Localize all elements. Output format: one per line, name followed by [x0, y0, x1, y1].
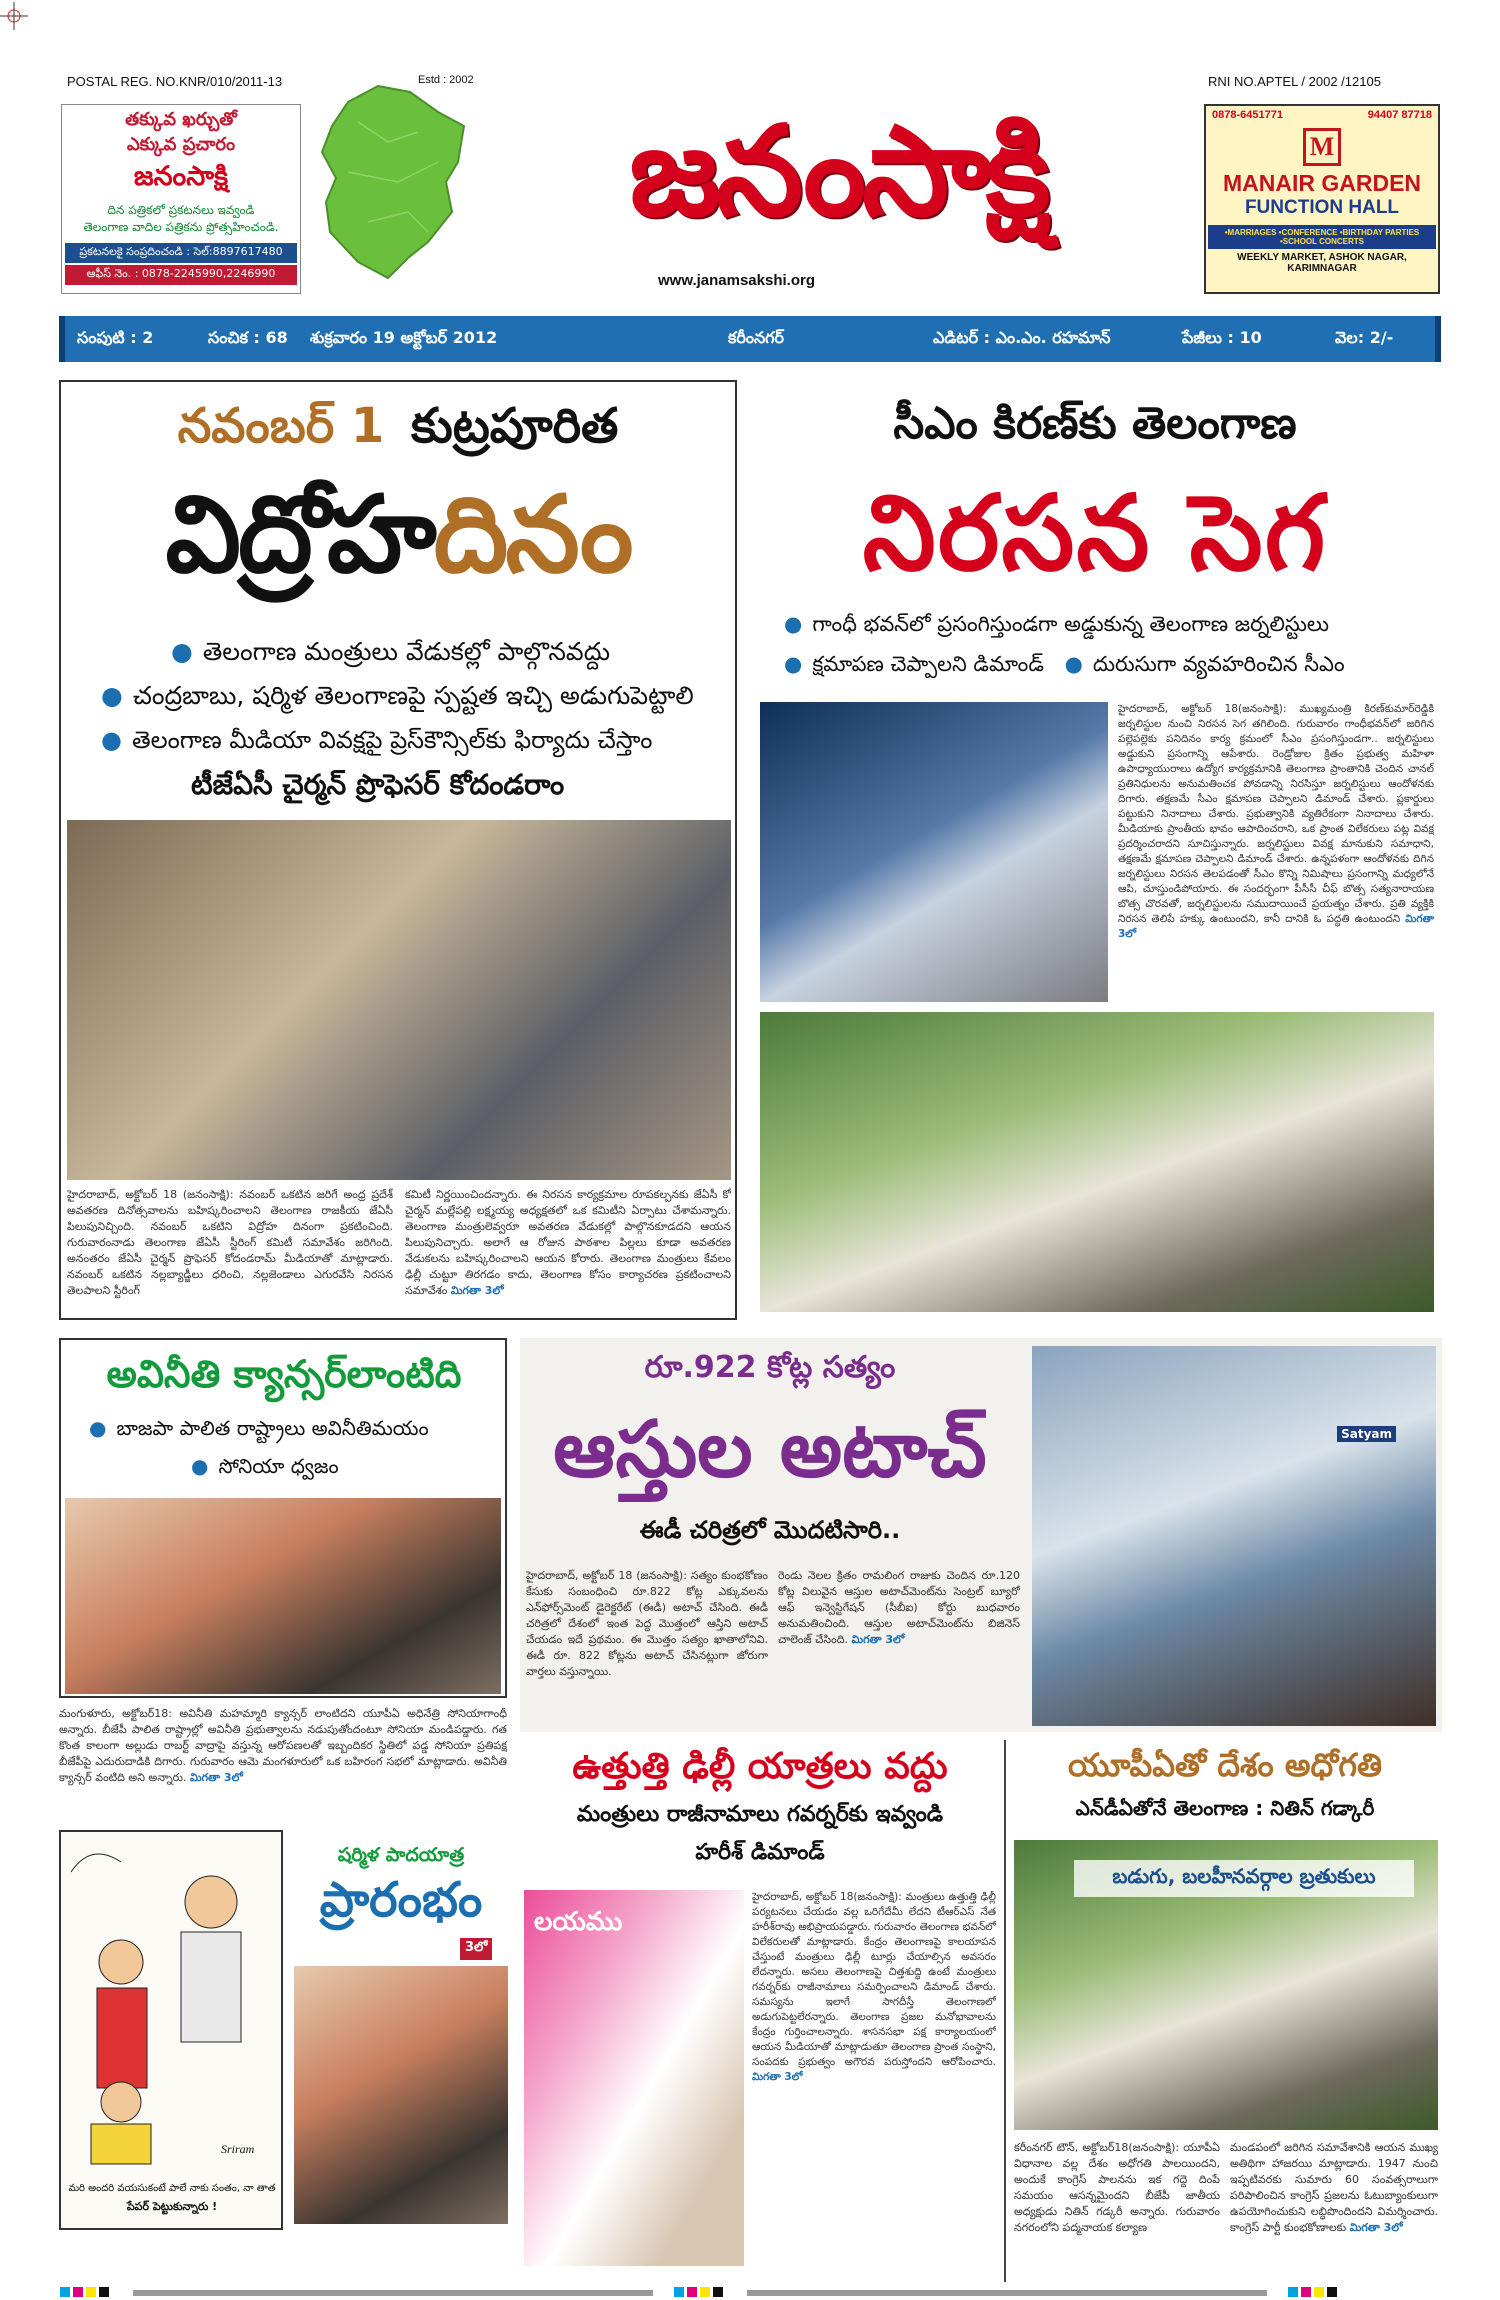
- ad-brand: జనంసాక్షి: [133, 161, 229, 192]
- ad-phone-1: 0878-6451771: [1212, 109, 1283, 121]
- story1-more-link[interactable]: మిగతా 3లో: [450, 1284, 504, 1297]
- bullet-dot-icon: ●: [89, 1416, 107, 1440]
- story-gadkari: [1004, 1740, 1442, 2282]
- cartoon-caption-1: మరి అందరి వయసుకంటే పాలే నాకు సంతం, నా తాత: [68, 2183, 276, 2194]
- telangana-map-icon: [318, 82, 470, 282]
- masthead-right-ad: [1204, 104, 1440, 294]
- story-sharmila: [290, 1830, 512, 2230]
- bullet-dot-icon: ●: [191, 1454, 209, 1478]
- ad-line-3: దిన పత్రికలో ప్రకటనలు ఇవ్వండి: [107, 203, 255, 217]
- story5-photo: [524, 1890, 744, 2266]
- story7-badge: 3లో: [460, 1938, 492, 1960]
- story1-attribution: టీజేఏసీ చైర్మన్ ప్రొఫెసర్ కోదండరాం: [191, 768, 565, 801]
- dateline-editor: ఎడిటర్ : ఎం.ఎం. రహమాన్: [933, 328, 1111, 347]
- story1-headline: [61, 470, 735, 600]
- story2-photo-1: [760, 702, 1108, 1002]
- bullet-dot-icon: ●: [784, 652, 803, 676]
- story5-headline: ఉత్తుత్తి ఢిల్లీ యాత్రలు వద్దు: [572, 1746, 948, 1787]
- story4-col-1: హైదరాబాద్, అక్టోబర్ 18 (జనంసాక్షి): సత్యం కుంభకోణం కేసుకు సంబంధించి రూ.822 కోట్ల ఎక్కువలను ఎన్‌ఫోర్స్‌మెంట్ డైరెక్టరేట్ (ఈడీ) అటాచ్ చేసింది. ఈడీ చరిత్రలో దేశంలో ఇంత పెద్ద మొత్తంలో ఆస్తిని అటాచ్ చేయడం ఇదే ప్రథమం. ఈ మొత్తం సత్యం ఖాతాలోనివి. ఈడీ రూ. 822 కోట్లను అటాచ్ చేసినట్లుగా జోరుగా వార్తలు వస్తున్నాయి.: [526, 1569, 768, 1678]
- story3-more-link[interactable]: మిగతా 3లో: [190, 1771, 243, 1784]
- story1-headline-b: దినం: [433, 473, 631, 596]
- story6-col-1: కరీంనగర్ టౌన్, అక్టోబర్18(జనంసాక్షి): యూపీఏ విధానాల వల్ల దేశం అధోగతి పాలయిందని, అందుకే కాంగ్రెస్ పాలనను ఇక గద్దె దింపే సమయం ఆసన్నమైందని బీజేపీ జాతీయ అధ్యక్షుడు నితిన్ గడ్కరీ అన్నారు. గురువారం నగరంలోని పద్మనాయక కల్యాణ: [1014, 2141, 1220, 2234]
- ad-line-4: తెలంగాణ వాదిల పత్రికను ప్రోత్సహించండి.: [83, 220, 279, 234]
- story4-headline: ఆస్తుల అటాచ్: [553, 1405, 987, 1495]
- story3-bullet-2: ● సోనియా ధ్వజం: [191, 1454, 339, 1478]
- story6-col-2: మండపంలో జరిగిన సమావేశానికి ఆయన ముఖ్య అతిథిగా హాజరయి మాట్లాడారు. 1947 నుంచి ఇప్పటివరకు సుమారు 60 సంవత్సరాలుగా పరిపాలించిన కాంగ్రెస్ ప్రజలను ఓటుబ్యాంకులుగా ఉపయోగించుకుని లబ్ధిపొందిందని విమర్శించారు. కాంగ్రెస్ పార్టీ కుంభకోణాలకు మిగతా 3లో: [1230, 2141, 1438, 2234]
- dateline-pages: పేజీలు : 10: [1182, 328, 1262, 347]
- rni-number: RNI NO.APTEL / 2002 /12105: [1208, 74, 1381, 89]
- cartoon: [59, 1830, 283, 2230]
- story6-photo: [1014, 1840, 1438, 2130]
- story2-kicker: సీఎం కిరణ్‌కు తెలంగాణ: [893, 398, 1297, 449]
- cartoon-caption-2: పేపర్ పెట్టుకున్నారు !: [126, 2200, 218, 2213]
- story4-sub: ఈడీ చరిత్రలో మొదటిసారి..: [639, 1516, 901, 1544]
- ad-office: ఆఫీస్ నెం. : 0878-2245990,2246990: [65, 265, 297, 285]
- ad-contact: ప్రకటనలకై సంప్రదించండి : సెల్:8897617480: [65, 243, 297, 263]
- story6-more-link[interactable]: మిగతా 3లో: [1349, 2221, 1403, 2234]
- story2-more-link[interactable]: మిగతా 3లో: [1118, 913, 1434, 940]
- story5-more-link[interactable]: మిగతా 3లో: [752, 2071, 803, 2083]
- story1-bullet-1: ● తెలంగాణ మంత్రులు వేడుకల్లో పాల్గొనవద్దు: [171, 637, 610, 666]
- story7-photo: [294, 1966, 508, 2224]
- story3-bullet-1: ● బాజపా పాలిత రాష్ట్రాలు అవినీతిమయం: [89, 1416, 429, 1440]
- ad-m-logo-icon: M: [1303, 128, 1341, 166]
- story4-kicker: రూ.922 కోట్ల సత్యం: [644, 1350, 896, 1385]
- bullet-dot-icon: ●: [1064, 652, 1083, 676]
- story2-body: హైదరాబాద్, అక్టోబర్ 18(జనంసాక్షి): ముఖ్యమంత్రి కిరణ్‌కుమార్‌రెడ్డికి జర్నలిస్టుల నుంచి నిరసన సెగ తగిలింది. గురువారం గాంధీభవన్‌లో జరిగిన పల్లెపల్లెకు పనిదినం కార్య క్రమంలో సీఎం ప్రసంగిస్తుండగా.. జర్నలిస్టులు అడ్డుకుని ప్రసంగాన్ని ఆపేశారు. రెండ్రోజుల క్రితం ప్రభుత్వ మహిళా ఉపాధ్యాయురాలు ఉద్యోగ కార్యక్రమానికి తెలంగాణ ప్రాంతానికి చెందిన చానల్‌ ప్రతినిధులను అనుమతించక పోవడాన్ని నిరసిస్తూ జర్నలిస్టులు ఆందోళనకు దిగారు. తక్షణమే సీఎం క్షమాపణ చెప్పాలని డిమాండ్ చేశారు. ప్లకార్డులు పట్టుకుని నినాదాలు చేశారు. ప్రభుత్వానికి వ్యతిరేకంగా నినాదాలు చేశారు. మీడియాకు ప్రాంతీయ భావం ఆపాదించరాని, ఒక ప్రాంత విలేకరులు పట్ల వివక్ష ప్రదర్శించరాదని సూచిస్తున్నారు. జర్నలిస్టులు వివక్ష మానుకుని సమాధాని, తక్షణమే క్షమాపణ చెప్పాలని డిమాండ్ చేశారు. ఉన్నపళంగా ఆందోళనకు దిగిన జర్నలిస్టులు నిరసన తెలపడంతో సీఎం కొన్ని నిమిషాలు ప్రసంగాన్ని మధ్యలోనే ఆపి, చూస్తుండిపోయారు. ఈ సందర్భంగా పీసీసీ చీఫ్ బొత్స సత్యనారాయణ బొత్స చొరవతో, జర్నలిస్టులను సముదాయించే ప్రయత్నం చేశారు. ప్రతి వ్యక్తికి నిరసన తెలిపే హక్కు ఉంటుందని, కానీ దానికి ఓ పద్ధతి ఉంటుందని మిగతా 3లో: [1118, 703, 1434, 940]
- story3-headline: అవినీతి క్యాన్సర్‌లాంటిది: [106, 1352, 462, 1396]
- story4-more-link[interactable]: మిగతా 3లో: [851, 1633, 905, 1646]
- dateline-bar: [59, 316, 1441, 362]
- ad-name: MANAIR GARDEN: [1222, 170, 1422, 196]
- bullet-dot-icon: ●: [101, 681, 123, 710]
- story1-col-1: హైదరాబాద్, అక్టోబర్ 18 (జనంసాక్షి): నవంబర్ ఒకటిన జరిగే అంధ్ర ప్రదేశ్ అవతరణ దినోత్సవాలను బహిష్కరించాలని తెలంగాణ రాజకీయ జేఏసీ పిలుపునిచ్చింది. నవంబర్ ఒకటిని విద్రోహ దినంగా ప్రకటించింది. గురువారంనాడు తెలంగాణ జేఏసీ స్టీరింగ్ కమిటీ సమావేశం జరిగింది. అనంతరం జేఏసీ చైర్మన్ ప్రొఫెసర్ కోదండరామ్ మీడియాతో మాట్లాడారు. నవంబర్ ఒకటిన నల్లబ్యాడ్జీలు ధరించి, నల్లజెండాలు ఎగురవేసి నిరసన తెలపాలని స్టీరింగ్: [67, 1188, 393, 1297]
- masthead-left-ad: [61, 104, 301, 294]
- story1-kicker-b: కుట్రపూరిత: [411, 398, 619, 454]
- story-vidroha-dinam: [59, 380, 737, 1320]
- story1-kicker: [61, 398, 735, 466]
- story4-col-2: రెండు నెలల క్రితం రామలింగ రాజుకు చెందిన రూ.120 కోట్ల విలువైన ఆస్తుల అటాచ్‌మెంట్‌ను సెంట్రల్ బ్యూరో ఆఫ్ ఇన్వెస్టిగేషన్ (సీబీఐ) కోర్టు బుధవారం అనుమతించింది. ఆస్తుల అటాచ్‌మెంట్‌ను బిజినెస్ చాలెంజ్ చేసింది. మిగతా 3లో: [778, 1569, 1020, 1646]
- story2-bullet-2: ● క్షమాపణ చెప్పాలని డిమాండ్ ● దురుసుగా వ్యవహరించిన సీఎం: [784, 652, 1345, 676]
- ad-services: •MARRIAGES •CONFERENCE •BIRTHDAY PARTIES •SCHOOL CONCERTS: [1208, 225, 1436, 249]
- ad-phone-2: 94407 87718: [1367, 109, 1432, 121]
- story5-body: హైదరాబాద్, అక్టోబర్ 18(జనంసాక్షి): మంత్రులు ఉత్తుత్తి ఢిల్లీ పర్యటనలు చేయడం వల్ల ఒరిగేదేమీ లేదని టీఆర్‌ఎస్ నేత హరీశ్‌రావు అభిప్రాయపడ్డారు. గురువారం తెలంగాణ భవన్‌లో విలేకరులతో మాట్లాడారు. కేంద్రం తెలంగాణపై కాలయాపన చేస్తుంటే మంత్రులు ఢిల్లీ టూర్లు చేయాల్సిన అవసరం లేదన్నారు. అసలు తెలంగాణపై చిత్తశుద్ధి ఉంటే మంత్రులు గవర్నర్‌కు రాజీనామాలు సమర్పించాలని డిమాండ్ చేశారు. సమస్యను ఇలాగే సాగదీస్తే తెలంగాణలో అడుగుపెట్టలేరన్నారు. తెలంగాణ ప్రజల మనోభావాలను కేంద్రం గుర్తించాలన్నారు. శాసనసభా పక్ష కార్యాలయంలో ఆయన మీడియాతో మాట్లాడుతూ తెలంగాణ ప్రాంత సంస్థాని, సంపదకు ప్రభుత్వం అగౌరవ పరుస్తోందని ఆరోపించారు. మిగతా 3లో: [752, 1891, 996, 2083]
- story6-sub: ఎన్‌డీఏతోనే తెలంగాణ : నితిన్ గడ్కారీ: [1075, 1796, 1375, 1820]
- story1-col-2: కమిటీ నిర్ణయించిందన్నారు. ఈ నిరసన కార్యక్రమాల రూపకల్పనకు జేఏసీ కో చైర్మన్ మల్లేపల్లి లక్ష్మయ్య అధ్యక్షతలో ఒక కమిటీని ఏర్పాటు చేశామన్నారు. తెలంగాణ మంత్రులెవ్వరూ అవతరణ వేడుకల్లో పాల్గొనకూడదని ఆయన పిలుపునిచ్చారు. అలాగే ఆ రోజున పాఠశాల పిల్లలు కూడా అవతరణ వేడుకలను బహిష్కరించాలని ఆయన కోరారు. తెలంగాణ మంత్రులు కేవలం ఢిల్లీ చుట్టూ తిరగడం కాదు, తెలంగాణ కోసం కార్యాచరణ ప్రకటించాలని సమావేశం మిగతా 3లో: [405, 1188, 731, 1297]
- ad-line-1: తక్కువ ఖర్చుతో: [125, 109, 237, 130]
- dateline-issue: సంచిక : 68: [208, 328, 288, 347]
- story3-body: మంగుళూరు, అక్టోబర్18: అవినీతి మహమ్మారి క్యాన్సర్ లాంటిదని యూపీఏ అధినేత్రి సోనియాగాంధీ అన్నారు. బీజేపీ పాలిత రాష్ట్రాల్లో అవినీతి ప్రభుత్వాలను నడుపుతోందంటూ సోనియా మండిపడ్డారు. గత కొంత కాలంగా అల్లుడు రాబర్ట్ వాద్రాపై వస్తున్న ఆరోపణలతో ఇబ్బందికర స్థితిలో పడ్డ సోనియా ప్రతిపక్ష బీజేపీపై ఎదురుదాడికి దిగారు. గురువారం ఆమె మంగళూరులో ఒక బహిరంగ సభలో మాట్లాడారు. అవినీతి క్యాన్సర్ వంటిది అని అన్నారు. మిగతా 3లో: [59, 1707, 507, 1784]
- story-satyam: [520, 1338, 1442, 1732]
- website-url[interactable]: www.janamsakshi.org: [658, 272, 815, 289]
- story-avineeti: [59, 1338, 507, 1698]
- story2-headline: నిరసన సెగ: [862, 472, 1328, 594]
- story4-photo-label: Satyam: [1337, 1426, 1396, 1442]
- dateline-volume: సంపుటి : 2: [77, 328, 154, 347]
- dateline-date: శుక్రవారం 19 అక్టోబర్ 2012: [310, 328, 498, 347]
- story6-banner: బడుగు, బలహీనవర్గాల బ్రతుకులు: [1074, 1860, 1414, 1897]
- newspaper-logo: జనంసాక్షి: [629, 100, 1047, 244]
- story7-kicker: షర్మిళ పాదయాత్ర: [337, 1844, 465, 1866]
- story5-photo-label: లయము: [534, 1907, 623, 1937]
- story6-headline: యూపీఏతో దేశం అధోగతి: [1067, 1746, 1383, 1784]
- bullet-dot-icon: ●: [101, 726, 122, 754]
- dateline-city: కరీంనగర్: [728, 328, 785, 347]
- cartoon-drawing-icon: [61, 1832, 281, 2172]
- print-marks-bar: [60, 2282, 1440, 2292]
- bullet-dot-icon: ●: [171, 637, 193, 666]
- postal-reg: POSTAL REG. NO.KNR/010/2011-13: [67, 74, 283, 89]
- ad-address: WEEKLY MARKET, ASHOK NAGAR, KARIMNAGAR: [1237, 252, 1407, 274]
- ad-line-2: ఎక్కువ ప్రచారం: [126, 134, 236, 155]
- registration-mark-icon: [0, 2, 28, 30]
- story4-photo: [1032, 1346, 1436, 1726]
- story5-sub: మంత్రులు రాజీనామాలు గవర్నర్‌కు ఇవ్వండి: [576, 1802, 944, 1827]
- story1-headline-a: విద్రోహ: [165, 473, 434, 596]
- story2-photo-2: [760, 1012, 1434, 1312]
- story1-bullet-2: ● చంద్రబాబు, షర్మిళ తెలంగాణపై స్పష్టత ఇచ్చి అడుగుపెట్టాలి: [101, 681, 694, 710]
- story-harish: [520, 1740, 1000, 2282]
- story2-bullet-1: ● గాంధీ భవన్‌లో ప్రసంగిస్తుండగా అడ్డుకున్న తెలంగాణ జర్నలిస్టులు: [784, 612, 1329, 636]
- story7-headline: ప్రారంభం: [319, 1872, 483, 1928]
- story5-attribution: హరీశ్ డిమాండ్: [695, 1840, 825, 1865]
- ad-sub: FUNCTION HALL: [1244, 197, 1400, 218]
- story3-photo: [65, 1498, 501, 1694]
- story1-bullet-3: ● తెలంగాణ మీడియా వివక్షపై ప్రెస్‌కౌన్సిల్‌కు ఫిర్యాదు చేస్తాం: [101, 726, 653, 754]
- estd: Estd : 2002: [418, 74, 474, 86]
- cartoon-signature: Sriram: [221, 2142, 255, 2156]
- bullet-dot-icon: ●: [784, 612, 803, 636]
- story1-kicker-a: నవంబర్ 1: [177, 398, 385, 454]
- story-nirasana-sega: [748, 380, 1442, 1320]
- dateline-price: వెల: 2/-: [1335, 328, 1394, 347]
- story1-photo: [67, 820, 731, 1180]
